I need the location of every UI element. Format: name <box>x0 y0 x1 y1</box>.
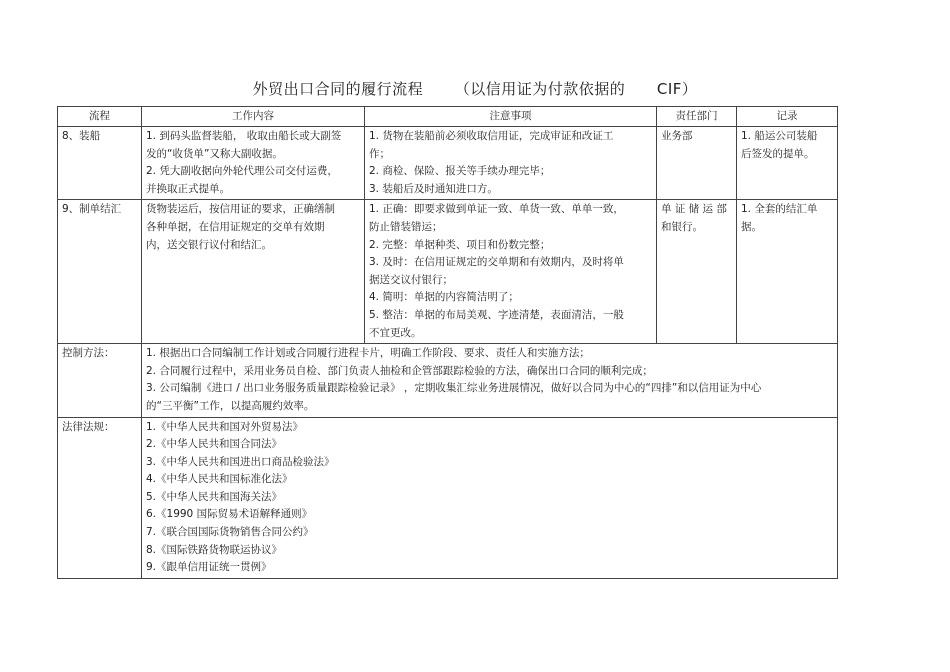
work-line: 各种单据，在信用证规定的交单有效期 <box>146 220 325 233</box>
record-line: 后签发的提单。 <box>741 147 815 160</box>
row-dept-cell <box>657 200 737 344</box>
notes-line: 1. 正确：即要求做到单证一致、单货一致、单单一致， <box>369 203 624 216</box>
work-line: 2. 凭大副收据向外轮代理公司交付运费， <box>146 165 338 178</box>
row-dept-cell <box>657 127 737 200</box>
notes-line: 5. 整洁：单据的布局美观、字迹清楚，表面清洁，一般 <box>369 308 624 321</box>
work-line: 1. 到码头监督装船， 收取由船长或大副签 <box>146 130 342 142</box>
dept-line: 业务部 <box>661 130 693 142</box>
header-work: 工作内容 <box>142 107 365 127</box>
record-line: 据。 <box>741 220 762 233</box>
row-notes-cell <box>365 127 657 200</box>
notes-line: 据送交议付银行； <box>369 273 453 286</box>
header-record: 记录 <box>737 107 838 127</box>
law-item: 4.《中华人民共和国标准化法》 <box>146 473 293 486</box>
header-dept: 责任部门 <box>657 107 737 127</box>
step-label: 9、制单结汇 <box>62 203 122 216</box>
law-item: 3.《中华人民共和国进出口商品检验法》 <box>146 455 335 468</box>
notes-line: 4. 简明：单据的内容简洁明了； <box>369 291 519 304</box>
work-line: 发的“收货单”又称大副收据。 <box>146 147 283 160</box>
control-methods-row <box>58 344 838 417</box>
table-row <box>58 200 838 344</box>
law-item: 1.《中华人民共和国对外贸易法》 <box>146 420 304 433</box>
laws-label-cell <box>58 417 142 578</box>
row-record-cell <box>737 127 838 200</box>
row-step-cell <box>58 127 142 200</box>
work-line: 货物装运后，按信用证的要求，正确缮制 <box>146 203 335 216</box>
row-work-cell <box>142 127 365 200</box>
laws-content-cell <box>142 417 838 578</box>
work-line: 内，送交银行议付和结汇。 <box>146 238 272 251</box>
row-work-cell <box>142 200 365 344</box>
contract-process-table <box>57 106 838 579</box>
page-title: 外贸出口合同的履行流程 （以信用证为付款依据的 CIF） <box>252 80 698 98</box>
work-line: 并换取正式提单。 <box>146 182 230 195</box>
row-record-cell <box>737 200 838 344</box>
row-step-cell <box>58 200 142 344</box>
laws-label: 法律法规： <box>62 420 115 433</box>
control-content-cell <box>142 344 838 417</box>
table-row <box>58 127 838 200</box>
law-item: 2.《中华人民共和国合同法》 <box>146 438 283 451</box>
control-item: 2. 合同履行过程中，采用业务员自检、部门负责人抽检和企管部跟踪检验的方法，确保出口合同的顺利完成； <box>146 364 653 377</box>
notes-line: 1. 货物在装船前必须收取信用证，完成审证和改证工 <box>369 130 614 142</box>
law-item: 5.《中华人民共和国海关法》 <box>146 490 283 503</box>
notes-line: 3. 及时：在信用证规定的交单期和有效期内，及时将单 <box>369 256 624 269</box>
control-item: 1. 根据出口合同编制工作计划或合同履行进程卡片，明确工作阶段、要求、责任人和实施方法； <box>146 347 590 360</box>
law-item: 8.《国际铁路货物联运协议》 <box>146 543 283 556</box>
control-item: 3. 公司编制《进口 / 出口业务服务质量跟踪检验记录》 ，定期收集汇综业务进展情况，做好以合同为中心的“四排”和以信用证为中心 <box>146 382 762 395</box>
law-item: 6.《1990 国际贸易术语解释通则》 <box>146 508 313 521</box>
dept-line: 和银行。 <box>661 220 703 233</box>
control-label-cell <box>58 344 142 417</box>
header-step: 流程 <box>58 107 142 127</box>
notes-line: 3. 装船后及时通知进口方。 <box>369 182 498 195</box>
step-label: 8、装船 <box>62 130 101 142</box>
record-line: 1. 全套的结汇单 <box>741 203 818 216</box>
table-header-row <box>58 107 838 127</box>
dept-line: 单 证 储 运 部 <box>661 203 727 216</box>
record-line: 1. 船运公司装船 <box>741 130 818 142</box>
control-label: 控制方法： <box>62 347 115 360</box>
notes-line: 不宜更改。 <box>369 326 422 339</box>
row-notes-cell <box>365 200 657 344</box>
header-notes: 注意事项 <box>365 107 657 127</box>
notes-line: 2. 商检、保险、报关等手续办理完毕； <box>369 165 551 178</box>
law-item: 9.《跟单信用证统一贯例》 <box>146 561 272 574</box>
notes-line: 2. 完整：单据种类、项目和份数完整； <box>369 238 551 251</box>
notes-line: 作； <box>369 147 390 160</box>
laws-row <box>58 417 838 578</box>
law-item: 7.《联合国国际货物销售合同公约》 <box>146 526 314 539</box>
notes-line: 防止错装错运； <box>369 220 443 233</box>
control-item: 的“三平衡”工作，以提高履约效率。 <box>146 399 315 412</box>
